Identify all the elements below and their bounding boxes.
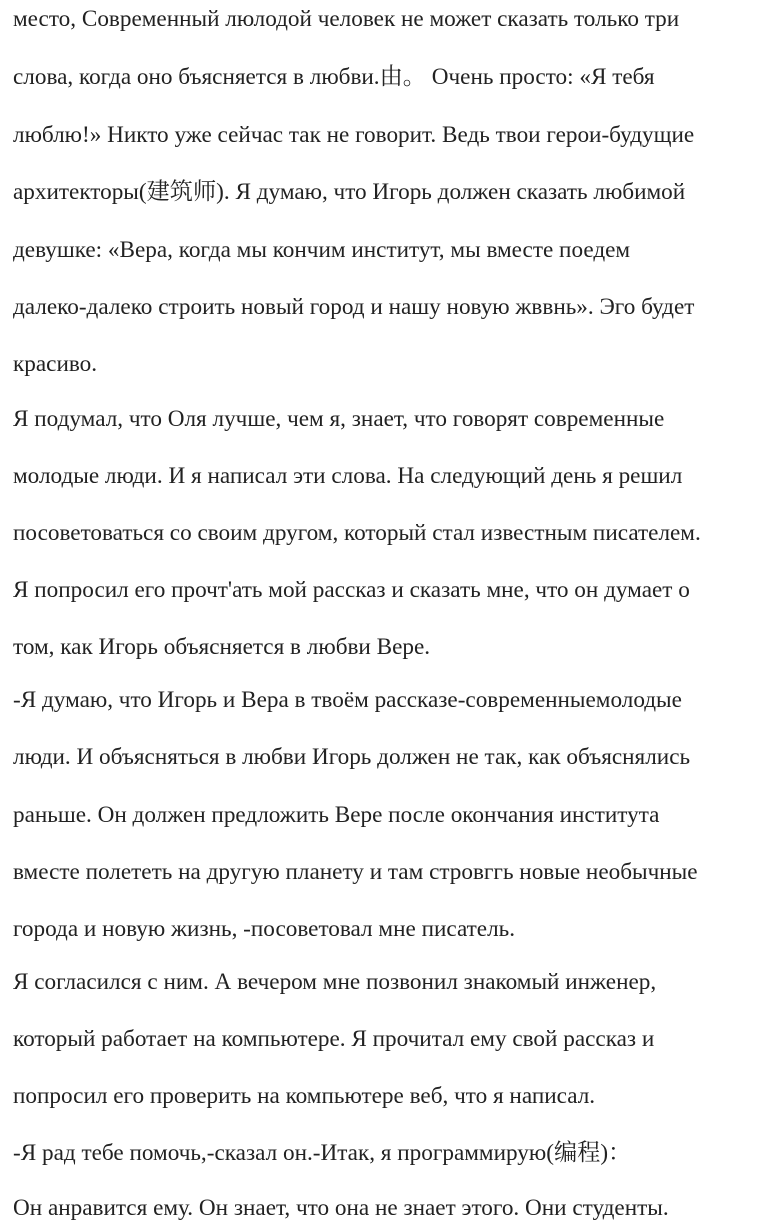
text-line: девушке: «Вера, когда мы кончим институт, мы вместе поедем xyxy=(13,237,631,263)
text-line: попросил его проверить на компьютере веб, что я написал. xyxy=(13,1083,596,1109)
text-line: раньше. Он должен предложить Вере после окончания института xyxy=(13,802,660,828)
text-line: Я попросил его прочт'ать мой рассказ и сказать мне, что он думает о xyxy=(13,577,690,603)
text-line: том, как Игорь объясняется в любви Вере. xyxy=(13,634,431,660)
text-line: архитекторы(建筑师). Я думаю, что Игорь должен сказать любимой xyxy=(13,179,686,205)
text-line: красиво. xyxy=(13,351,98,377)
text-line: Я согласился с ним. А вечером мне позвонил знакомый инженер, xyxy=(13,969,657,995)
text-line: города и новую жизнь, -посоветовал мне писатель. xyxy=(13,916,516,942)
text-line: который работает на компьютере. Я прочитал ему свой рассказ и xyxy=(13,1026,655,1052)
text-line: далеко-далеко строить новый город и нашу новую жввнь». Эго будет xyxy=(13,294,695,320)
text-line: люди. И объясняться в любви Игорь должен не так, как объяснялись xyxy=(13,744,691,770)
text-line: место, Современный люлодой человек не может сказать только три xyxy=(13,6,680,32)
text-line: люблю!» Никто уже сейчас так не говорит. Ведь твои герои-будущие xyxy=(13,122,695,148)
text-line: слова, когда оно бъясняется в любви.由。 Очень просто: «Я тебя xyxy=(13,64,655,90)
text-line: -Я думаю, что Игорь и Вера в твоём рассказе-современныемолодые xyxy=(13,687,682,713)
text-line: -Я рад тебе помочь,-сказал он.-Итак, я программирую(编程)： xyxy=(13,1140,632,1166)
text-line: Я подумал, что Оля лучше, чем я, знает, что говорят современные xyxy=(13,406,665,432)
text-line: посоветоваться со своим другом, который стал известным писателем. xyxy=(13,520,701,546)
text-line: молодые люди. И я написал эти слова. На следующий день я решил xyxy=(13,463,683,489)
text-line: Он анравится ему. Он знает, что она не знает этого. Они студенты. xyxy=(13,1195,669,1221)
text-line: вместе полететь на другую планету и там стровггь новые необычные xyxy=(13,859,698,885)
